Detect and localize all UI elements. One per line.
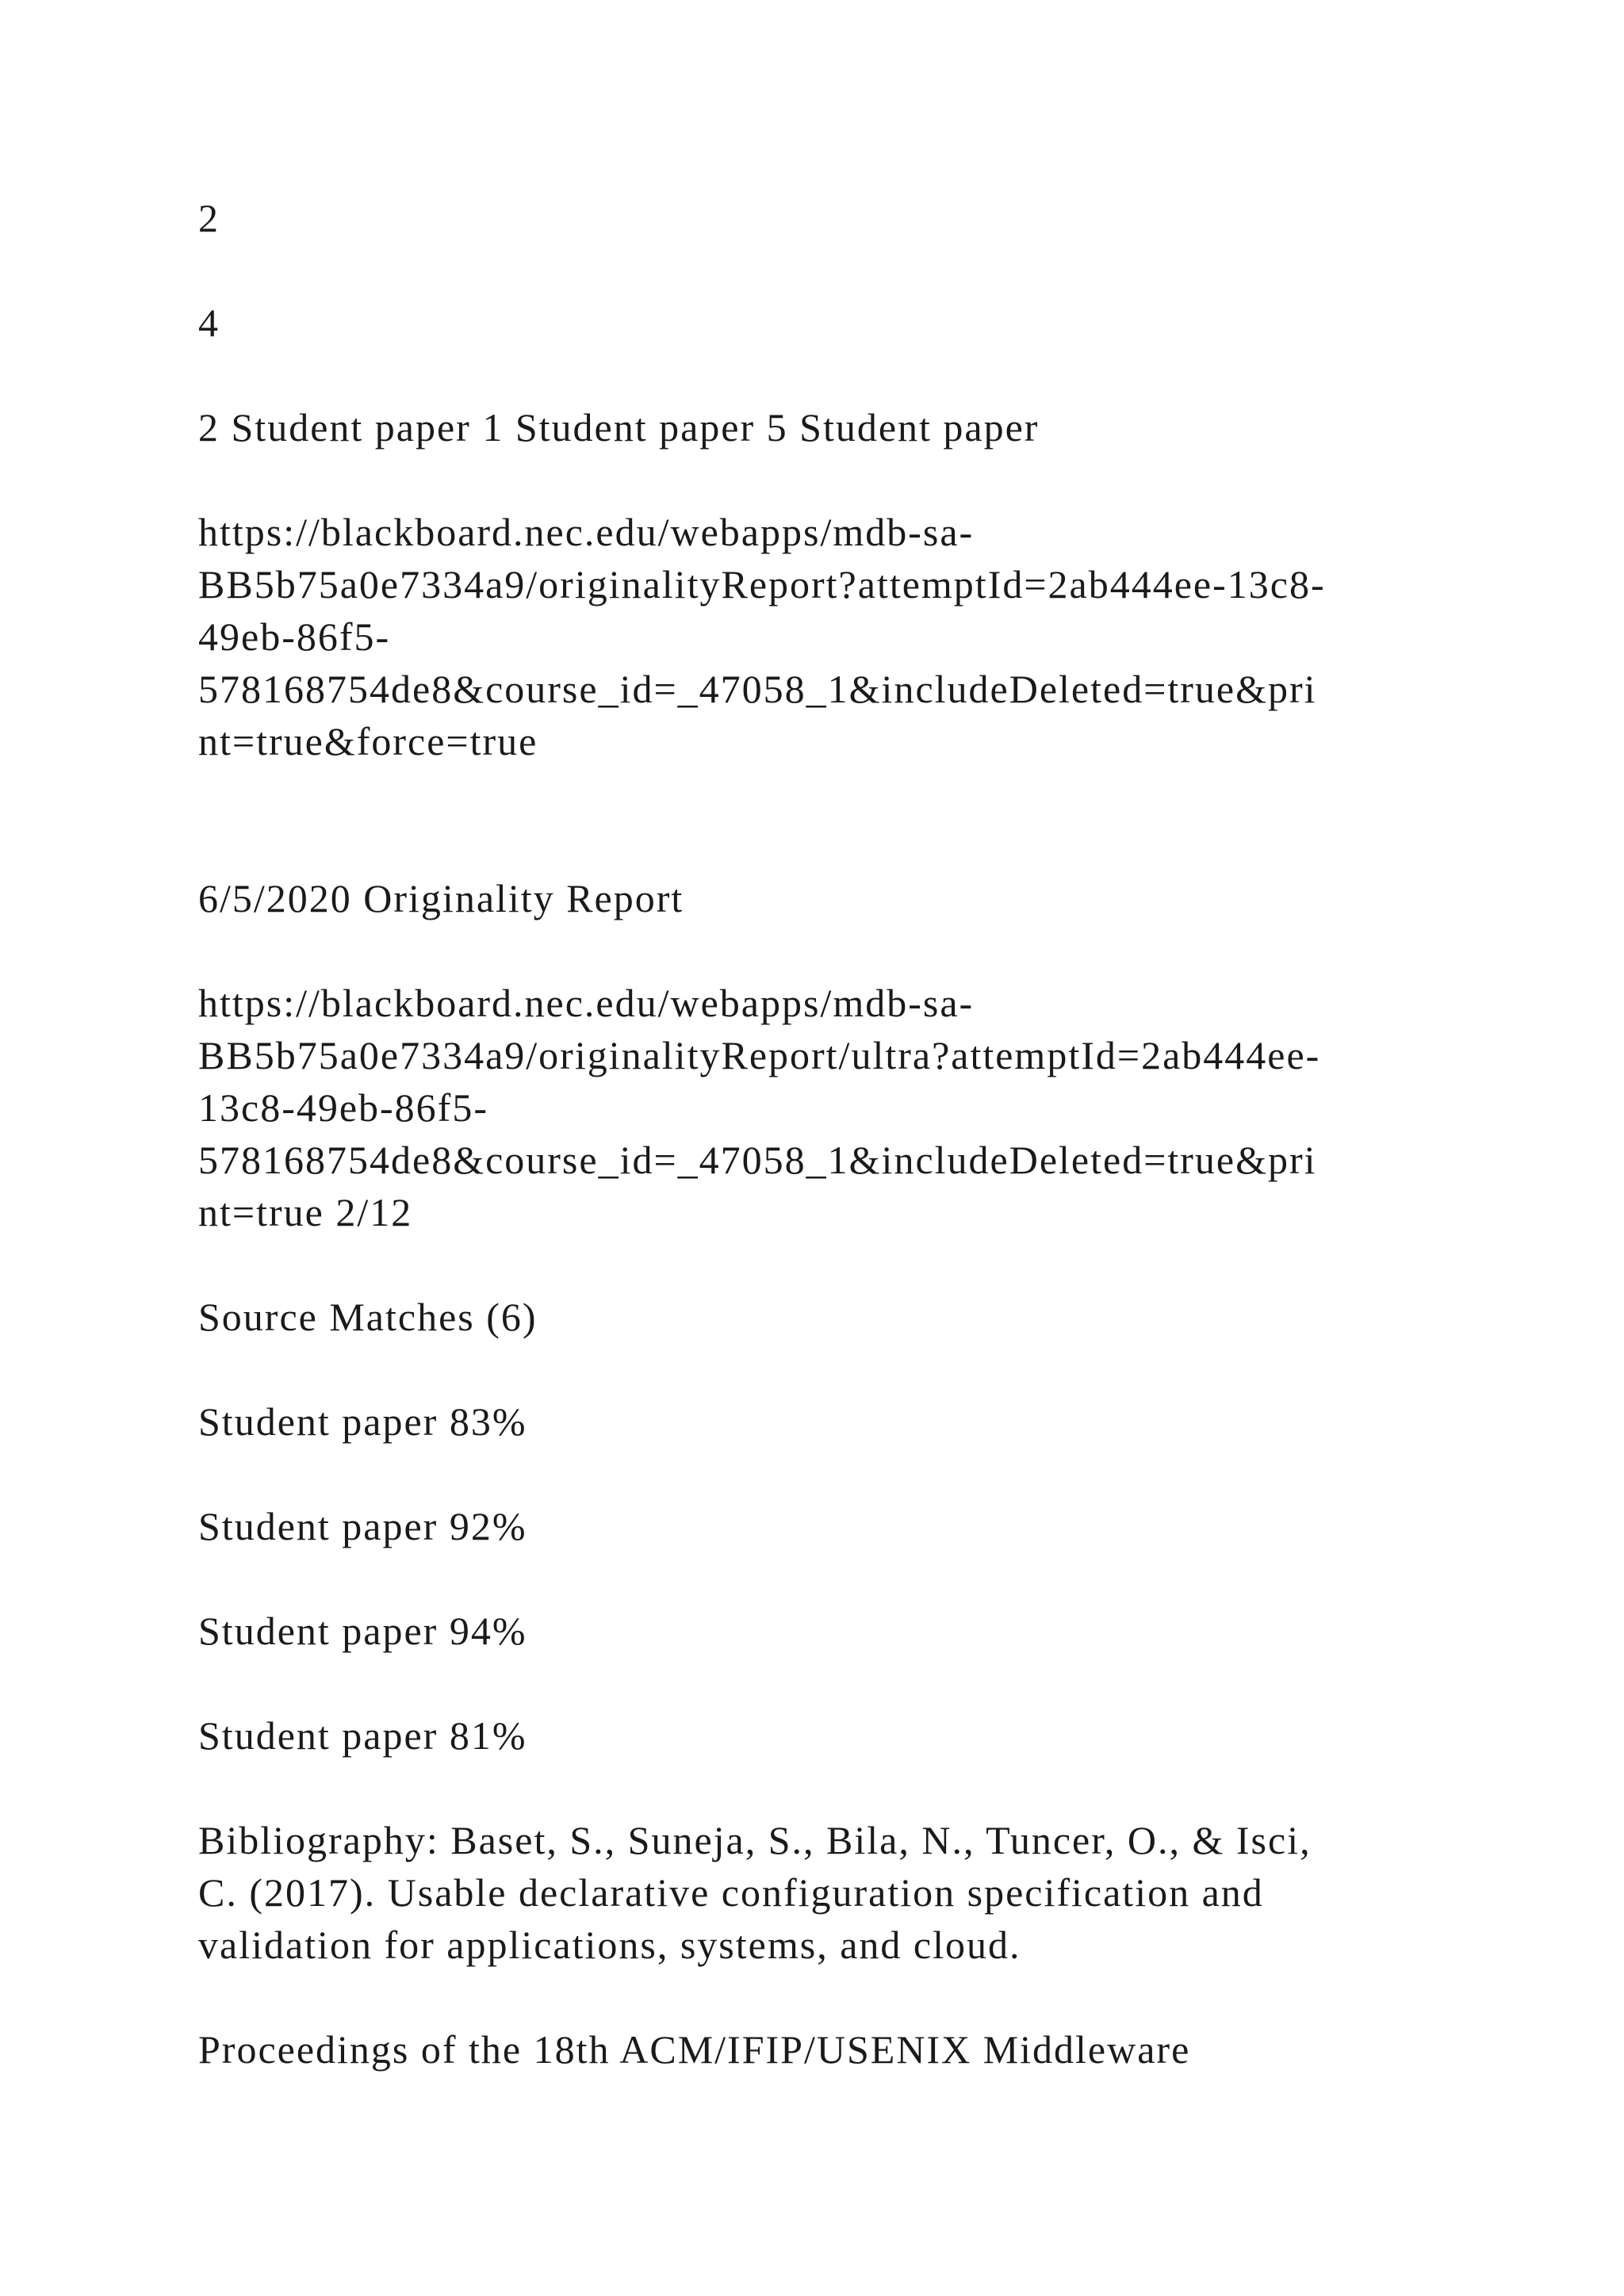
- report-url-line-3: 49eb-86f5-: [198, 614, 391, 659]
- bibliography-line-3: validation for applications, systems, and cloud.: [198, 1923, 1021, 1967]
- report-url-line-4: 578168754de8&course_id=_47058_1&includeDeleted=true&pri: [198, 667, 1317, 711]
- student-paper-summary: 2 Student paper 1 Student paper 5 Student paper: [198, 405, 1040, 450]
- ultra-url-line-3: 13c8-49eb-86f5-: [198, 1085, 488, 1130]
- source-matches-heading: Source Matches (6): [198, 1295, 538, 1339]
- student-paper-match-4: Student paper 81%: [198, 1713, 527, 1758]
- ultra-url-line-4: 578168754de8&course_id=_47058_1&includeDeleted=true&pri: [198, 1138, 1317, 1182]
- bibliography-line-1: Bibliography: Baset, S., Suneja, S., Bila, N., Tuncer, O., & Isci,: [198, 1818, 1312, 1862]
- student-paper-match-2: Student paper 92%: [198, 1504, 527, 1548]
- report-url-line-2: BB5b75a0e7334a9/originalityReport?attemptId=2ab444ee-13c8-: [198, 562, 1326, 607]
- page-number-2: 2: [198, 196, 220, 240]
- page-number-4: 4: [198, 300, 220, 345]
- student-paper-match-1: Student paper 83%: [198, 1399, 527, 1444]
- report-url-line-5: nt=true&force=true: [198, 719, 538, 763]
- ultra-url-line-1: https://blackboard.nec.edu/webapps/mdb-sa-: [198, 981, 975, 1025]
- proceedings-line: Proceedings of the 18th ACM/IFIP/USENIX Middleware: [198, 2027, 1191, 2072]
- report-url-line-1: https://blackboard.nec.edu/webapps/mdb-sa-: [198, 510, 975, 554]
- student-paper-match-3: Student paper 94%: [198, 1609, 527, 1653]
- ultra-url-line-5: nt=true 2/12: [198, 1190, 413, 1234]
- ultra-url-line-2: BB5b75a0e7334a9/originalityReport/ultra?attemptId=2ab444ee-: [198, 1033, 1321, 1077]
- bibliography-line-2: C. (2017). Usable declarative configuration specification and: [198, 1870, 1264, 1915]
- report-date-title: 6/5/2020 Originality Report: [198, 876, 684, 920]
